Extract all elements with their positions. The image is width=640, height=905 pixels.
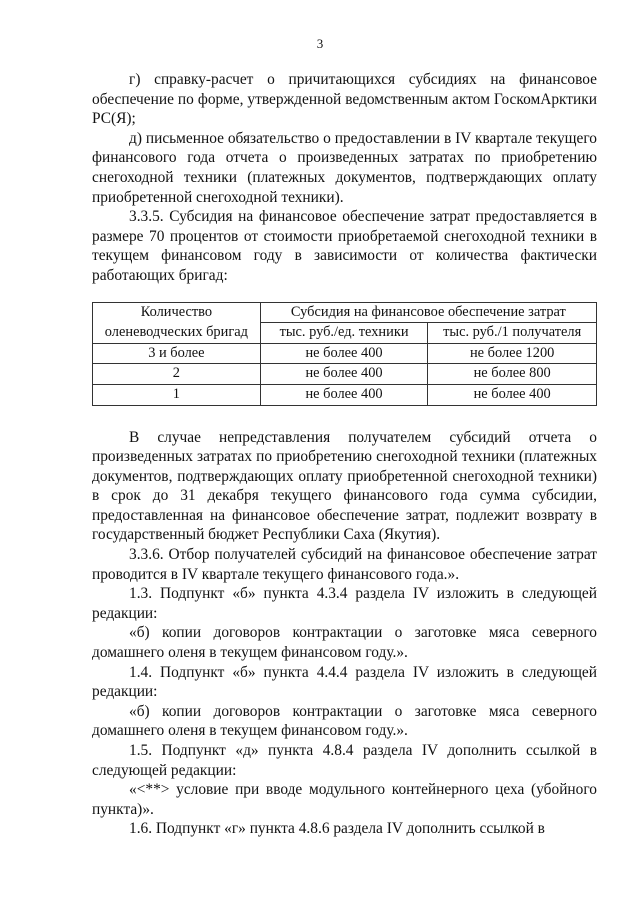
cell-brigades: 3 и более (93, 343, 261, 364)
document-body (92, 70, 597, 839)
subsidy-table-block (92, 302, 597, 406)
table-row (93, 384, 597, 405)
paragraph: 1.6. Подпункт «г» пункта 4.8.6 раздела IV дополнить ссылкой в (129, 820, 545, 838)
paragraph: 3.3.5. Субсидия на финансовое обеспечение затрат предоставляется в размере 70 процентов от стоимости приобретаемой снегоходной техники в текущем финансовом году в зависимости от количества фактически работающих бригад: (92, 208, 597, 284)
page-number: 3 (316, 36, 324, 51)
paragraph: г) справку-расчет о причитающихся субсидиях на финансовое обеспечение по форме, утвержденной ведомственным актом ГоскомАрктики РС(Я); (92, 71, 597, 128)
cell-per-unit: не более 400 (260, 364, 428, 385)
header-subsidy-group: Субсидия на финансовое обеспечение затрат (260, 302, 596, 323)
header-brigades (93, 302, 261, 343)
cell-per-recipient: не более 1200 (428, 343, 597, 364)
cell-per-unit: не более 400 (260, 384, 428, 405)
cell-per-recipient: не более 400 (428, 384, 597, 405)
header-per-recipient: тыс. руб./1 получателя (428, 323, 597, 344)
cell-brigades: 1 (93, 384, 261, 405)
cell-per-recipient: не более 800 (428, 364, 597, 385)
paragraph: «<**> условие при вводе модульного контейнерного цеха (убойного пункта)». (92, 781, 597, 818)
header-per-unit: тыс. руб./ед. техники (260, 323, 428, 344)
paragraph: 3.3.6. Отбор получателей субсидий на финансовое обеспечение затрат проводится в IV квартале текущего финансового года.». (92, 546, 597, 583)
header-brigades-line2: оленеводческих бригад (104, 323, 248, 340)
paragraph: 1.5. Подпункт «д» пункта 4.8.4 раздела IV дополнить ссылкой в следующей редакции: (92, 742, 597, 779)
paragraph: «б) копии договоров контрактации о заготовке мяса северного домашнего оленя в текущем финансовом году.». (92, 702, 597, 740)
table-row (93, 364, 597, 385)
subsidy-table (92, 302, 597, 406)
paragraph: 1.4. Подпункт «б» пункта 4.4.4 раздела IV изложить в следующей редакции: (92, 663, 597, 701)
cell-per-unit: не более 400 (260, 343, 428, 364)
table-row (93, 343, 597, 364)
paragraph: д) письменное обязательство о предоставлении в IV квартале текущего финансового года отчета о произведенных затратах по приобретению снегоходной техники (платежных документов, подтверждающих оплату приобретенной снегоходной техники). (92, 129, 597, 206)
paragraph: В случае непредставления получателем субсидий отчета о произведенных затратах по приобретению снегоходной техники (платежных документов, подтверждающих оплату приобретенной снегоходной техники) в срок до 31 декабря текущего финансового года сумма субсидии, предоставленная на финансовое обеспечение затрат, подлежит возврату в государственный бюджет Республики Саха (Якутия). (92, 428, 597, 544)
table-header-row (93, 302, 597, 323)
paragraph: 1.3. Подпункт «б» пункта 4.3.4 раздела IV изложить в следующей редакции: (92, 585, 597, 622)
header-brigades-line1: Количество (140, 304, 213, 321)
paragraph: «б) копии договоров контрактации о заготовке мяса северного домашнего оленя в текущем финансовом году.». (92, 624, 597, 662)
cell-brigades: 2 (93, 364, 261, 385)
